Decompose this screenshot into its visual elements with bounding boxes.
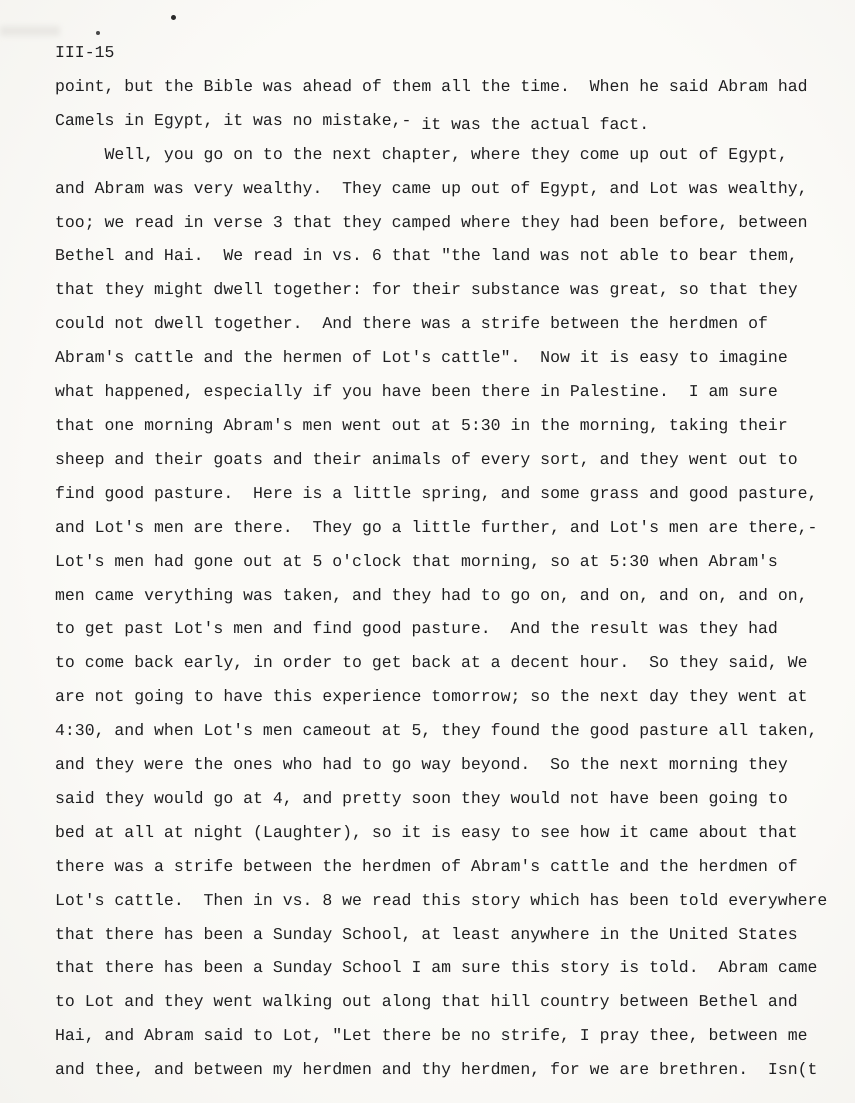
- text-segment: that one morning Abram's men went out at 5:30 in the morning, taking their: [55, 415, 788, 435]
- text-segment: Hai, and Abram said to Lot, "Let there be no strife, I pray thee, between me: [55, 1026, 808, 1046]
- text-segment: and thee, and between my herdmen and thy herdmen, for we are brethren. Isn(t: [55, 1060, 818, 1080]
- text-line: [55, 1053, 855, 1087]
- text-segment: Bethel and Hai. We read in vs. 6 that "the land was not able to bear them,: [55, 246, 798, 266]
- text-line: [55, 477, 855, 511]
- ink-dot: [96, 31, 100, 35]
- baseline-shifted-segment: it was the actual fact.: [421, 114, 650, 134]
- page-body: [55, 70, 855, 1087]
- text-line: [55, 612, 855, 646]
- text-line: [55, 138, 855, 172]
- text-segment: to get past Lot's men and find good pasture. And the result was they had: [55, 619, 778, 639]
- text-line: [55, 341, 855, 375]
- text-line: [55, 884, 855, 918]
- text-line: [55, 206, 855, 240]
- text-line: [55, 579, 855, 613]
- text-segment: to Lot and they went walking out along that hill country between Bethel and: [55, 992, 798, 1012]
- text-segment: men came verything was taken, and they had to go on, and on, and on, and on,: [55, 585, 808, 605]
- text-segment: and Lot's men are there. They go a little further, and Lot's men are there,-: [55, 517, 818, 537]
- text-segment: Lot's men had gone out at 5 o'clock that morning, so at 5:30 when Abram's: [55, 551, 778, 571]
- text-line: [55, 850, 855, 884]
- text-segment: that they might dwell together: for their substance was great, so that they: [55, 280, 798, 300]
- text-line: [55, 680, 855, 714]
- text-segment: find good pasture. Here is a little spring, and some grass and good pasture,: [55, 483, 818, 503]
- text-segment: sheep and their goats and their animals of every sort, and they went out to: [55, 449, 798, 469]
- text-segment: Well, you go on to the next chapter, where they come up out of Egypt,: [55, 144, 788, 164]
- text-line: [55, 951, 855, 985]
- text-segment: that there has been a Sunday School I am sure this story is told. Abram came: [55, 958, 818, 978]
- text-segment: and they were the ones who had to go way beyond. So the next morning they: [55, 755, 788, 775]
- text-segment: said they would go at 4, and pretty soon they would not have been going to: [55, 788, 788, 808]
- text-segment: could not dwell together. And there was a strife between the herdmen of: [55, 314, 768, 334]
- text-line: [55, 816, 855, 850]
- text-line: [55, 748, 855, 782]
- text-segment: bed at all at night (Laughter), so it is easy to see how it came about that: [55, 822, 798, 842]
- text-segment: there was a strife between the herdmen of Abram's cattle and the herdmen of: [55, 856, 798, 876]
- text-line: [55, 409, 855, 443]
- text-line: [55, 307, 855, 341]
- text-line: [55, 714, 855, 748]
- text-segment: point, but the Bible was ahead of them all the time. When he said Abram had: [55, 76, 808, 96]
- text-segment: that there has been a Sunday School, at least anywhere in the United States: [55, 924, 798, 944]
- text-line: [55, 545, 855, 579]
- text-line: [55, 511, 855, 545]
- text-segment: Camels in Egypt, it was no mistake,-: [55, 110, 422, 130]
- scan-smudge: [0, 26, 60, 36]
- text-segment: to come back early, in order to get back at a decent hour. So they said, We: [55, 653, 808, 673]
- text-line: [55, 70, 855, 104]
- page-number: III-15: [55, 43, 115, 62]
- text-line: [55, 918, 855, 952]
- text-segment: 4:30, and when Lot's men cameout at 5, they found the good pasture all taken,: [55, 721, 818, 741]
- text-line: [55, 646, 855, 680]
- text-segment: Lot's cattle. Then in vs. 8 we read this story which has been told everywhere: [55, 890, 828, 910]
- text-line: [55, 104, 855, 138]
- text-segment: too; we read in verse 3 that they camped where they had been before, between: [55, 212, 808, 232]
- ink-dot: [171, 15, 176, 20]
- text-segment: are not going to have this experience tomorrow; so the next day they went at: [55, 687, 808, 707]
- text-line: [55, 443, 855, 477]
- text-segment: Abram's cattle and the hermen of Lot's cattle". Now it is easy to imagine: [55, 348, 788, 368]
- text-segment: what happened, especially if you have been there in Palestine. I am sure: [55, 382, 778, 402]
- text-line: [55, 985, 855, 1019]
- text-line: [55, 172, 855, 206]
- text-line: [55, 1019, 855, 1053]
- text-line: [55, 375, 855, 409]
- text-line: [55, 239, 855, 273]
- text-line: [55, 782, 855, 816]
- text-segment: and Abram was very wealthy. They came up out of Egypt, and Lot was wealthy,: [55, 178, 808, 198]
- text-line: [55, 273, 855, 307]
